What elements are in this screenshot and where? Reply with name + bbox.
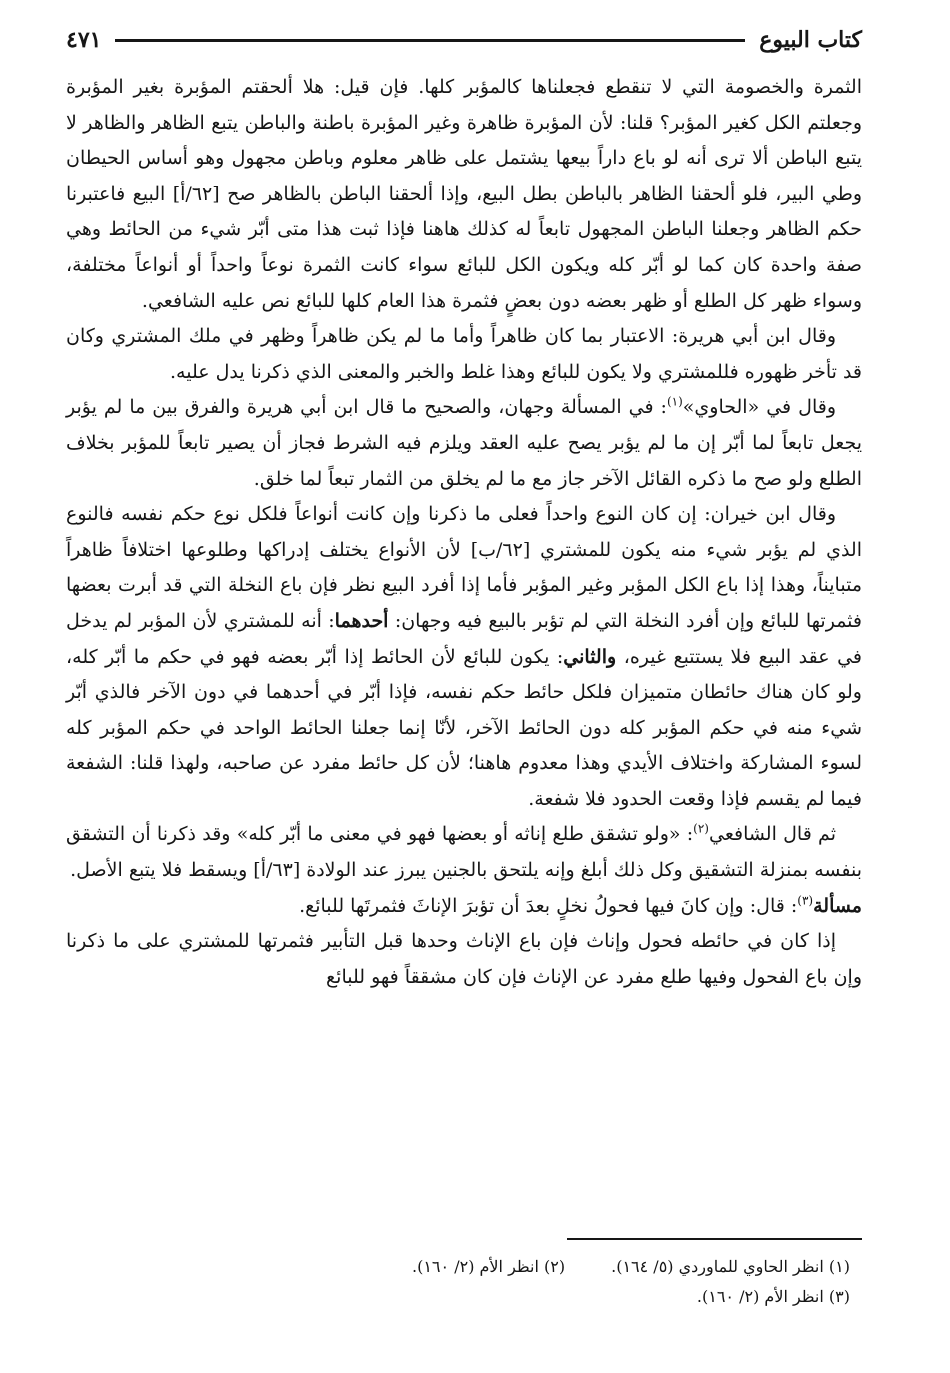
chapter-title: كتاب البيوع (759, 27, 862, 53)
paragraph-6-rest: : قال: وإن كانَ فيها فحولُ نخلٍ بعدَ أن تؤبرَ الإناثَ فثمرتَها للبائع. (299, 894, 798, 917)
header-rule (115, 39, 745, 42)
main-text (66, 70, 862, 995)
footnote-row-1 (66, 1252, 850, 1282)
paragraph-4-rest: : يكون للبائع لأن الحائط إذا أبّر بعضه فهو في حكم ما أبّر كله، ولو كان هناك حائطان متميزان فلكل حائط حكم نفسه، فإذا أبّر في أحدهما في دون الآخر فالذي أبّر شيء منه في حكم المؤبر كله دون الحائط الآخر، لأنّا إنما جعلنا الحائط الواحد في حكم المؤبر كله لسوء المشاركة واختلاف الأيدي وهذا معدوم هاهنا؛ لأن كل حائط مفرد عن صاحبه، ولهذا قلنا: الشفعة فيما لم يقسم فإذا وقعت الحدود فلا شفعة. (66, 645, 862, 810)
paragraph-4-start: وقال ابن خيران: إن كان النوع واحداً فعلى ما ذكرنا وإن كانت أنواعاً فلكل نوع حكم نفسه فالنوع الذي لم يؤبر شيء منه يكون للمشتري [٦٢/ب] لأن الأنواع يختلف إدراكها وطلوعها اختلافاً ظاهراً متبايناً، وهذا إذا باع الكل المؤبر وغير المؤبر فأما إذا أفرد البيع نظر فإن باع النخلة التي قد أبرت بعضها فثمرتها للبائع وإن أفرد النخلة التي لم تؤبر بالبيع فيه وجهان: (66, 503, 862, 632)
footnote-ref-1: (١) (666, 395, 683, 410)
masala-heading: مسألة (813, 894, 862, 917)
paragraph-2: وقال ابن أبي هريرة: الاعتبار بما كان ظاهراً وأما ما لم يكن ظاهراً وظهر في ملك المشتري وكان قد تأخر ظهوره فللمشتري ولا يكون للبائع وهذا غلط والخبر والمعنى الذي ذكرنا يدل عليه. (66, 325, 862, 383)
paragraph-5-rest: : «ولو تشقق طلع إناثه أو بعضها فهو في معنى ما أبّر كله» وقد ذكرنا أن التشقق بنفسه بمنزلة التشقيق وكل ذلك أبلغ وإنه يلتحق بالجنين يبرز عند الولادة [٦٣/أ] ويسقط فلا يتبع الأصل. (66, 823, 862, 882)
keyword-second: والثاني (563, 645, 617, 668)
page-header (66, 18, 862, 62)
paragraph-3 (66, 390, 862, 497)
footnote-ref-2: (٢) (693, 822, 709, 837)
paragraph-6 (66, 889, 862, 925)
footnote-row-2 (66, 1282, 850, 1312)
footnote-2: (٢) انظر الأم (٢/ ١٦٠). (412, 1257, 566, 1276)
paragraph-4 (66, 497, 862, 817)
footnote-separator (567, 1238, 862, 1240)
paragraph-7: إذا كان في حائطه فحول وإناث فإن باع الإناث وحدها قبل التأبير فثمرتها للمشتري على ما ذكرنا وإن باع الفحول وفيها طلع مفرد عن الإناث فإن كان مشققاً فهو للبائع (66, 930, 862, 988)
paragraph-3-start: وقال في «الحاوي» (682, 396, 836, 419)
paragraph-3-rest: : في المسألة وجهان، والصحيح ما قال ابن أبي هريرة والفرق بين ما لم يؤبر يجعل تابعاً لما أبّر إن ما لم يؤبر يصح عليه العقد ويلزم فيه الشرط فجاز أن يصير تابعاً للمؤبر بخلاف الطلع ولو صح ما ذكره القائل الآخر جاز مع ما لم يخلق من الثمار تبعاً لما خلق. (66, 396, 862, 490)
paragraph-4-mid: : أنه للمشتري لأن المؤبر لم يدخل في عقد البيع فلا يستتبع غيره، (66, 609, 862, 668)
footnote-1: (١) انظر الحاوي للماوردي (٥/ ١٦٤). (611, 1257, 850, 1276)
paragraph-1: الثمرة والخصومة التي لا تنقطع فجعلناها كالمؤبر كلها. فإن قيل: هلا ألحقتم المؤبرة بغير المؤبرة وجعلتم الكل كغير المؤبر؟ قلنا: لأن المؤبرة ظاهرة وغير المؤبرة باطنة والباطن يتبع الظاهر والظاهر لا يتبع الباطن ألا ترى أنه لو باع داراً بيعها يشتمل على ظاهر معلوم وباطن مجهول وهو أساس الحيطان وطي البير، فلو ألحقنا الظاهر بالباطن بطل البيع، وإذا ألحقنا الباطن بالظاهر صح [٦٢/أ] البيع فاعتبرنا حكم الظاهر وجعلنا الباطن المجهول تابعاً له كذلك هاهنا فإذا ثبت هذا متى أبّر شيء من الحائط وهي صفة واحدة كان كما لو أبّر كله ويكون الكل للبائع سواء كانت الثمرة نوعاً واحداً أو أنواعاً مختلفة، وسواء ظهر كل الطلع أو ظهر بعضه دون بعضٍ فثمرة هذا العام كلها للبائع نص عليه الشافعي. (66, 76, 862, 312)
footnote-3: (٣) انظر الأم (٢/ ١٦٠). (696, 1287, 850, 1306)
footnote-ref-3: (٣) (797, 893, 814, 908)
paragraph-5-start: ثم قال الشافعي (708, 823, 836, 846)
paragraph-5 (66, 817, 862, 888)
keyword-first: أحدهما (334, 609, 389, 632)
page-number: ٤٧١ (66, 27, 102, 53)
footnotes (66, 1252, 850, 1312)
